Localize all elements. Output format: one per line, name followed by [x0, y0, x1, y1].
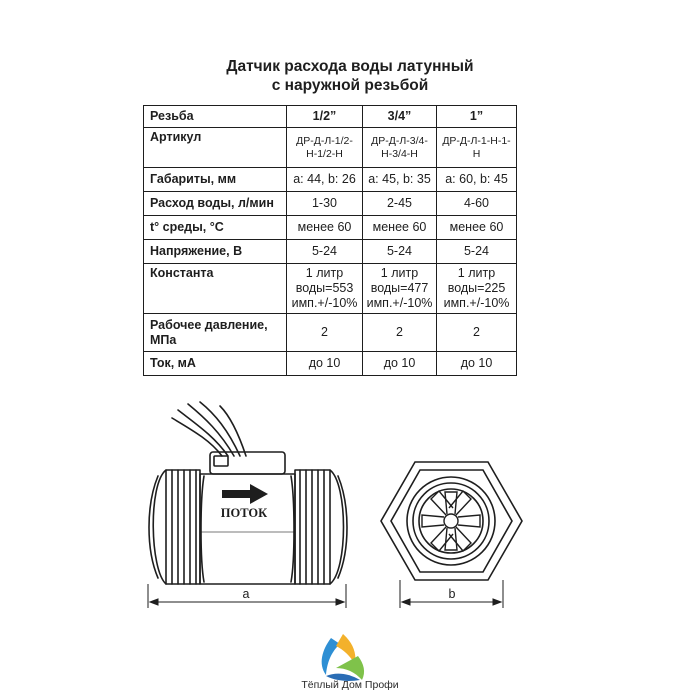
table-cell: до 10 — [287, 352, 363, 376]
table-cell: a: 60, b: 45 — [437, 168, 517, 192]
row-label: Артикул — [144, 128, 287, 168]
row-label: t° среды, °C — [144, 216, 287, 240]
flow-arrow-icon — [222, 484, 268, 504]
header-cell: 1” — [437, 106, 517, 128]
impeller-icon — [422, 491, 480, 551]
table-cell: менее 60 — [363, 216, 437, 240]
header-cell: 1/2” — [287, 106, 363, 128]
table-cell: до 10 — [437, 352, 517, 376]
connector-latch — [214, 456, 228, 466]
dimension-a-label: a — [242, 587, 250, 601]
left-thread — [149, 470, 200, 584]
header-cell: 3/4” — [363, 106, 437, 128]
hex-nut-outline — [381, 462, 522, 580]
row-label: Расход воды, л/мин — [144, 192, 287, 216]
table-cell: менее 60 — [287, 216, 363, 240]
table-cell: a: 45, b: 35 — [363, 168, 437, 192]
table-cell: ДР-Д-Л-3/4-Н-3/4-Н — [363, 128, 437, 168]
row-label: Константа — [144, 264, 287, 314]
table-cell: 5-24 — [437, 240, 517, 264]
table-cell: 2 — [363, 314, 437, 352]
flow-label: ПОТОК — [220, 506, 268, 520]
table-cell: 2 — [437, 314, 517, 352]
table-cell: ДР-Д-Л-1-Н-1-Н — [437, 128, 517, 168]
right-thread — [295, 470, 347, 584]
table-cell: менее 60 — [437, 216, 517, 240]
table-cell: 5-24 — [363, 240, 437, 264]
title-line-1: Датчик расхода воды латунный — [226, 58, 474, 75]
table-cell: до 10 — [363, 352, 437, 376]
table-cell: 1 литр воды=553 имп.+/-10% — [287, 264, 363, 314]
table-cell: 2 — [287, 314, 363, 352]
sensor-wires — [172, 402, 246, 456]
table-cell: 4-60 — [437, 192, 517, 216]
front-view — [381, 462, 522, 580]
table-cell: 1 литр воды=225 имп.+/-10% — [437, 264, 517, 314]
row-label: Габариты, мм — [144, 168, 287, 192]
row-label: Рабочее давление, МПа — [144, 314, 287, 352]
row-label: Напряжение, В — [144, 240, 287, 264]
logo-text: Тёплый Дом Профи — [301, 679, 399, 691]
row-label: Ток, мА — [144, 352, 287, 376]
table-cell: 2-45 — [363, 192, 437, 216]
table-cell: 1-30 — [287, 192, 363, 216]
logo-icon — [322, 634, 364, 681]
header-cell: Резьба — [144, 106, 287, 128]
title-line-2: с наружной резьбой — [271, 77, 429, 94]
table-cell: 5-24 — [287, 240, 363, 264]
table-cell: 1 литр воды=477 имп.+/-10% — [363, 264, 437, 314]
table-cell: ДР-Д-Л-1/2-Н-1/2-Н — [287, 128, 363, 168]
dimension-b-label: b — [448, 587, 456, 601]
table-cell: a: 44, b: 26 — [287, 168, 363, 192]
